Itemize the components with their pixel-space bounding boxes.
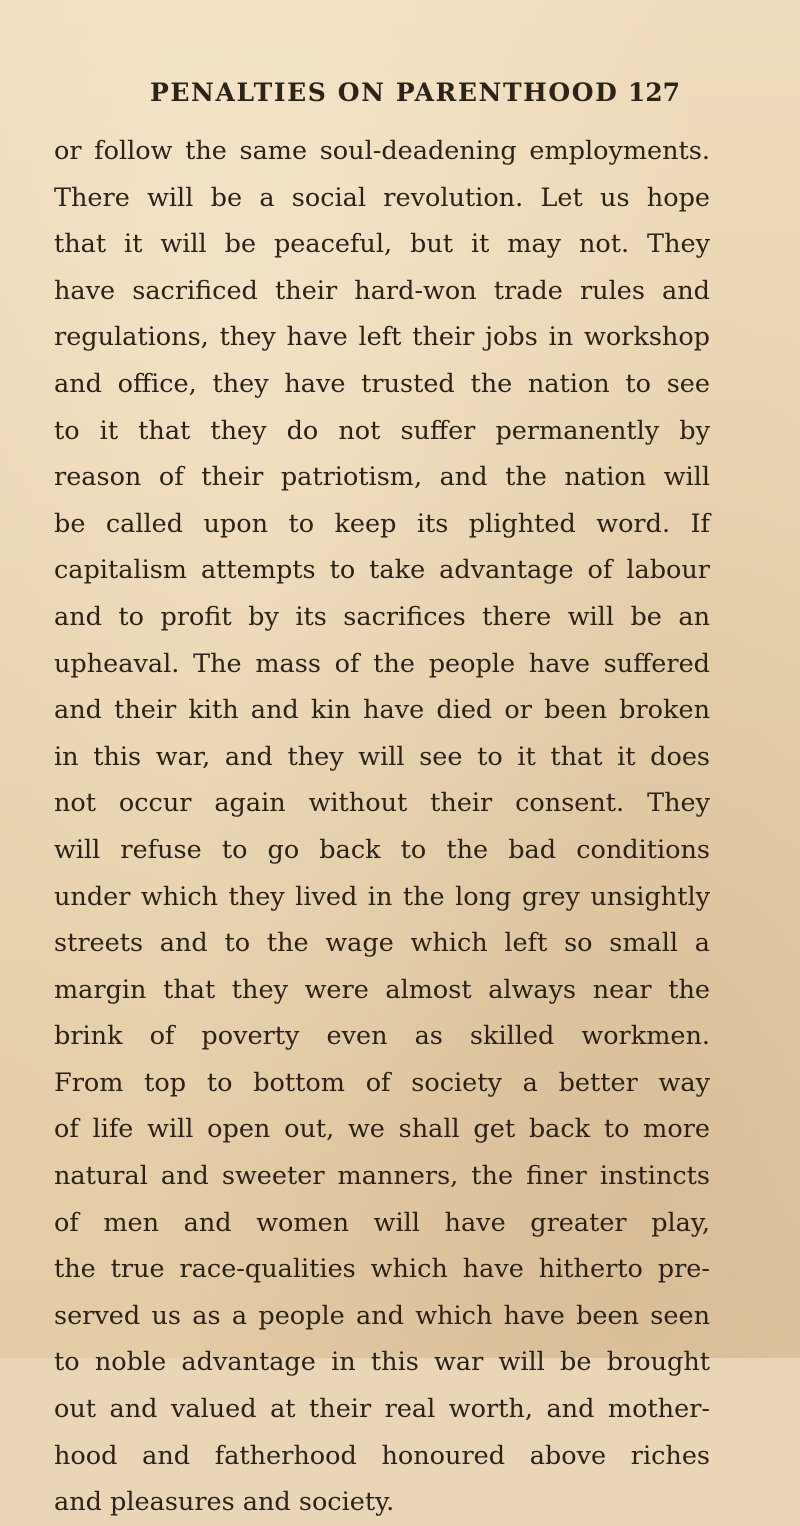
text-line: the true race-qualities which have hitherto pre-	[54, 1254, 710, 1285]
page-number: 127	[627, 78, 680, 107]
text-line: under which they lived in the long grey unsightly	[54, 881, 710, 912]
text-line: There will be a social revolution. Let us hope	[54, 182, 710, 213]
text-line: upheaval. The mass of the people have suffered	[54, 648, 710, 679]
body-paragraph	[54, 128, 710, 1526]
text-line: out and valued at their real worth, and mother-	[54, 1394, 710, 1425]
text-line: be called upon to keep its plighted word. If	[54, 508, 710, 539]
text-line: and to profit by its sacrifices there will be an	[54, 601, 710, 632]
text-line: to it that they do not suffer permanently by	[54, 415, 710, 446]
text-line: capitalism attempts to take advantage of labour	[54, 555, 710, 586]
text-line: and pleasures and society.	[54, 1487, 395, 1518]
text-line: of life will open out, we shall get back to more	[54, 1114, 710, 1145]
page-header	[150, 78, 680, 118]
running-head: PENALTIES ON PARENTHOOD	[150, 78, 619, 107]
text-line: or follow the same soul-deadening employments.	[54, 136, 710, 166]
text-line: and their kith and kin have died or been broken	[54, 695, 710, 726]
text-line: reason of their patriotism, and the nation will	[54, 462, 710, 493]
text-line: in this war, and they will see to it that it does	[54, 741, 710, 772]
text-line: of men and women will have greater play,	[54, 1207, 710, 1238]
text-line: to noble advantage in this war will be brought	[54, 1347, 710, 1378]
text-line: streets and to the wage which left so small a	[54, 928, 710, 959]
text-line: margin that they were almost always near the	[54, 974, 710, 1005]
text-line: that it will be peaceful, but it may not. They	[54, 229, 710, 260]
text-line: brink of poverty even as skilled workmen.	[54, 1021, 710, 1052]
text-line: regulations, they have left their jobs in workshop	[54, 322, 710, 353]
text-line: From top to bottom of society a better way	[54, 1067, 710, 1098]
text-line: will refuse to go back to the bad conditions	[54, 834, 710, 865]
text-line: served us as a people and which have been seen	[54, 1300, 710, 1331]
text-line: hood and fatherhood honoured above riches	[54, 1440, 710, 1471]
text-line: not occur again without their consent. They	[54, 788, 710, 819]
text-line: have sacrificed their hard-won trade rules and	[54, 275, 710, 306]
text-line: and office, they have trusted the nation to see	[54, 368, 710, 399]
text-line: natural and sweeter manners, the finer instincts	[54, 1161, 710, 1192]
